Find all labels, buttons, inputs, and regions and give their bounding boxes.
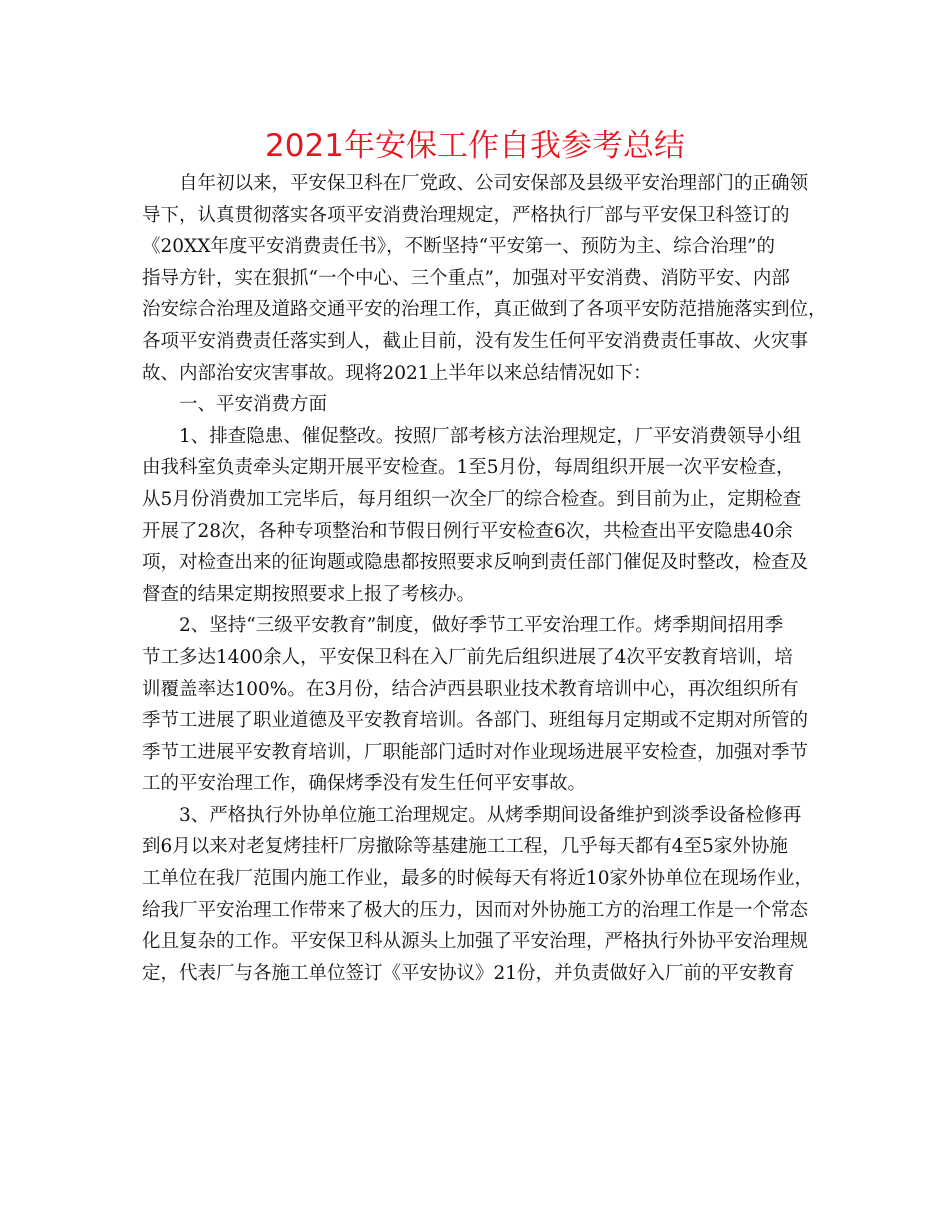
text-line: 定，代表厂与各施工单位签订《平安协议》21份，并负责做好入厂前的平安教育 bbox=[142, 962, 795, 984]
text-line: 季节工进展平安教育培训，厂职能部门适时对作业现场进展平安检查，加强对季节 bbox=[142, 741, 809, 763]
text-line: 各项平安消费责任落实到人，截止目前，没有发生任何平安消费责任事故、火灾事 bbox=[142, 330, 809, 352]
text-line: 故、内部治安灾害事故。现将2021上半年以来总结情况如下： bbox=[142, 362, 652, 384]
text-line: 节工多达1400余人，平安保卫科在入厂前先后组织进展了4次平安教育培训，培 bbox=[142, 646, 793, 668]
text-line: 训覆盖率达100%。在3月份，结合泸西县职业技术教育培训中心，再次组织所有 bbox=[142, 678, 799, 700]
text-line: 《20XX年度平安消费责任书》，不断坚持“平安第一、预防为主、综合治理”的 bbox=[142, 236, 776, 258]
text-line: 治安综合治理及道路交通平安的治理工作，真正做到了各项平安防范措施落实到位， bbox=[142, 299, 827, 321]
text-line: 由我科室负责牵头定期开展平安检查。1至5月份，每周组织开展一次平安检查， bbox=[142, 457, 795, 479]
text-line: 开展了28次，各种专项整治和节假日例行平安检查6次，共检查出平安隐患40余 bbox=[142, 520, 793, 542]
document-title: 2021年安保工作自我参考总结 bbox=[265, 128, 685, 164]
paragraph bbox=[142, 168, 827, 389]
text-line: 给我厂平安治理工作带来了极大的压力，因而对外协施工方的治理工作是一个常态 bbox=[142, 899, 809, 921]
text-line: 项，对检查出来的征询题或隐患都按照要求反响到责任部门催促及时整改，检查及 bbox=[142, 552, 809, 574]
text-line: 指导方针，实在狠抓“一个中心、三个重点”，加强对平安消费、消防平安、内部 bbox=[142, 267, 790, 289]
text-line: 从5月份消费加工完毕后，每月组织一次全厂的综合检查。到目前为止，定期检查 bbox=[142, 488, 802, 510]
text-line: 3、严格执行外协单位施工治理规定。从烤季期间设备维护到淡季设备检修再 bbox=[179, 804, 802, 826]
text-line: 导下，认真贯彻落实各项平安消费治理规定，严格执行厂部与平安保卫科签订的 bbox=[142, 204, 790, 226]
paragraph bbox=[142, 421, 814, 611]
text-line: 自年初以来，平安保卫科在厂党政、公司安保部及县级平安治理部门的正确领 bbox=[179, 173, 809, 194]
text-line: 到6月以来对老复烤挂杆厂房撤除等基建施工工程，几乎每天都有4至5家外协施 bbox=[142, 836, 788, 858]
text-line: 1、排查隐患、催促整改。按照厂部考核方法治理规定，厂平安消费领导小组 bbox=[179, 425, 802, 447]
text-line: 督查的结果定期按照要求上报了考核办。 bbox=[142, 583, 476, 605]
text-line: 一、平安消费方面 bbox=[179, 394, 328, 416]
paragraph bbox=[142, 800, 814, 990]
paragraph bbox=[142, 610, 814, 800]
text-line: 化且复杂的工作。平安保卫科从源头上加强了平安治理，严格执行外协平安治理规 bbox=[142, 931, 809, 953]
text-line: 季节工进展了职业道德及平安教育培训。各部门、班组每月定期或不定期对所管的 bbox=[142, 710, 809, 732]
paragraph bbox=[142, 389, 814, 421]
text-line: 工单位在我厂范围内施工作业，最多的时候每天有将近10家外协单位在现场作业， bbox=[142, 868, 814, 890]
document-body bbox=[142, 168, 827, 989]
text-line: 2、坚持“三级平安教育”制度，做好季节工平安治理工作。烤季期间招用季 bbox=[179, 615, 784, 637]
text-line: 工的平安治理工作，确保烤季没有发生任何平安事故。 bbox=[142, 773, 587, 795]
